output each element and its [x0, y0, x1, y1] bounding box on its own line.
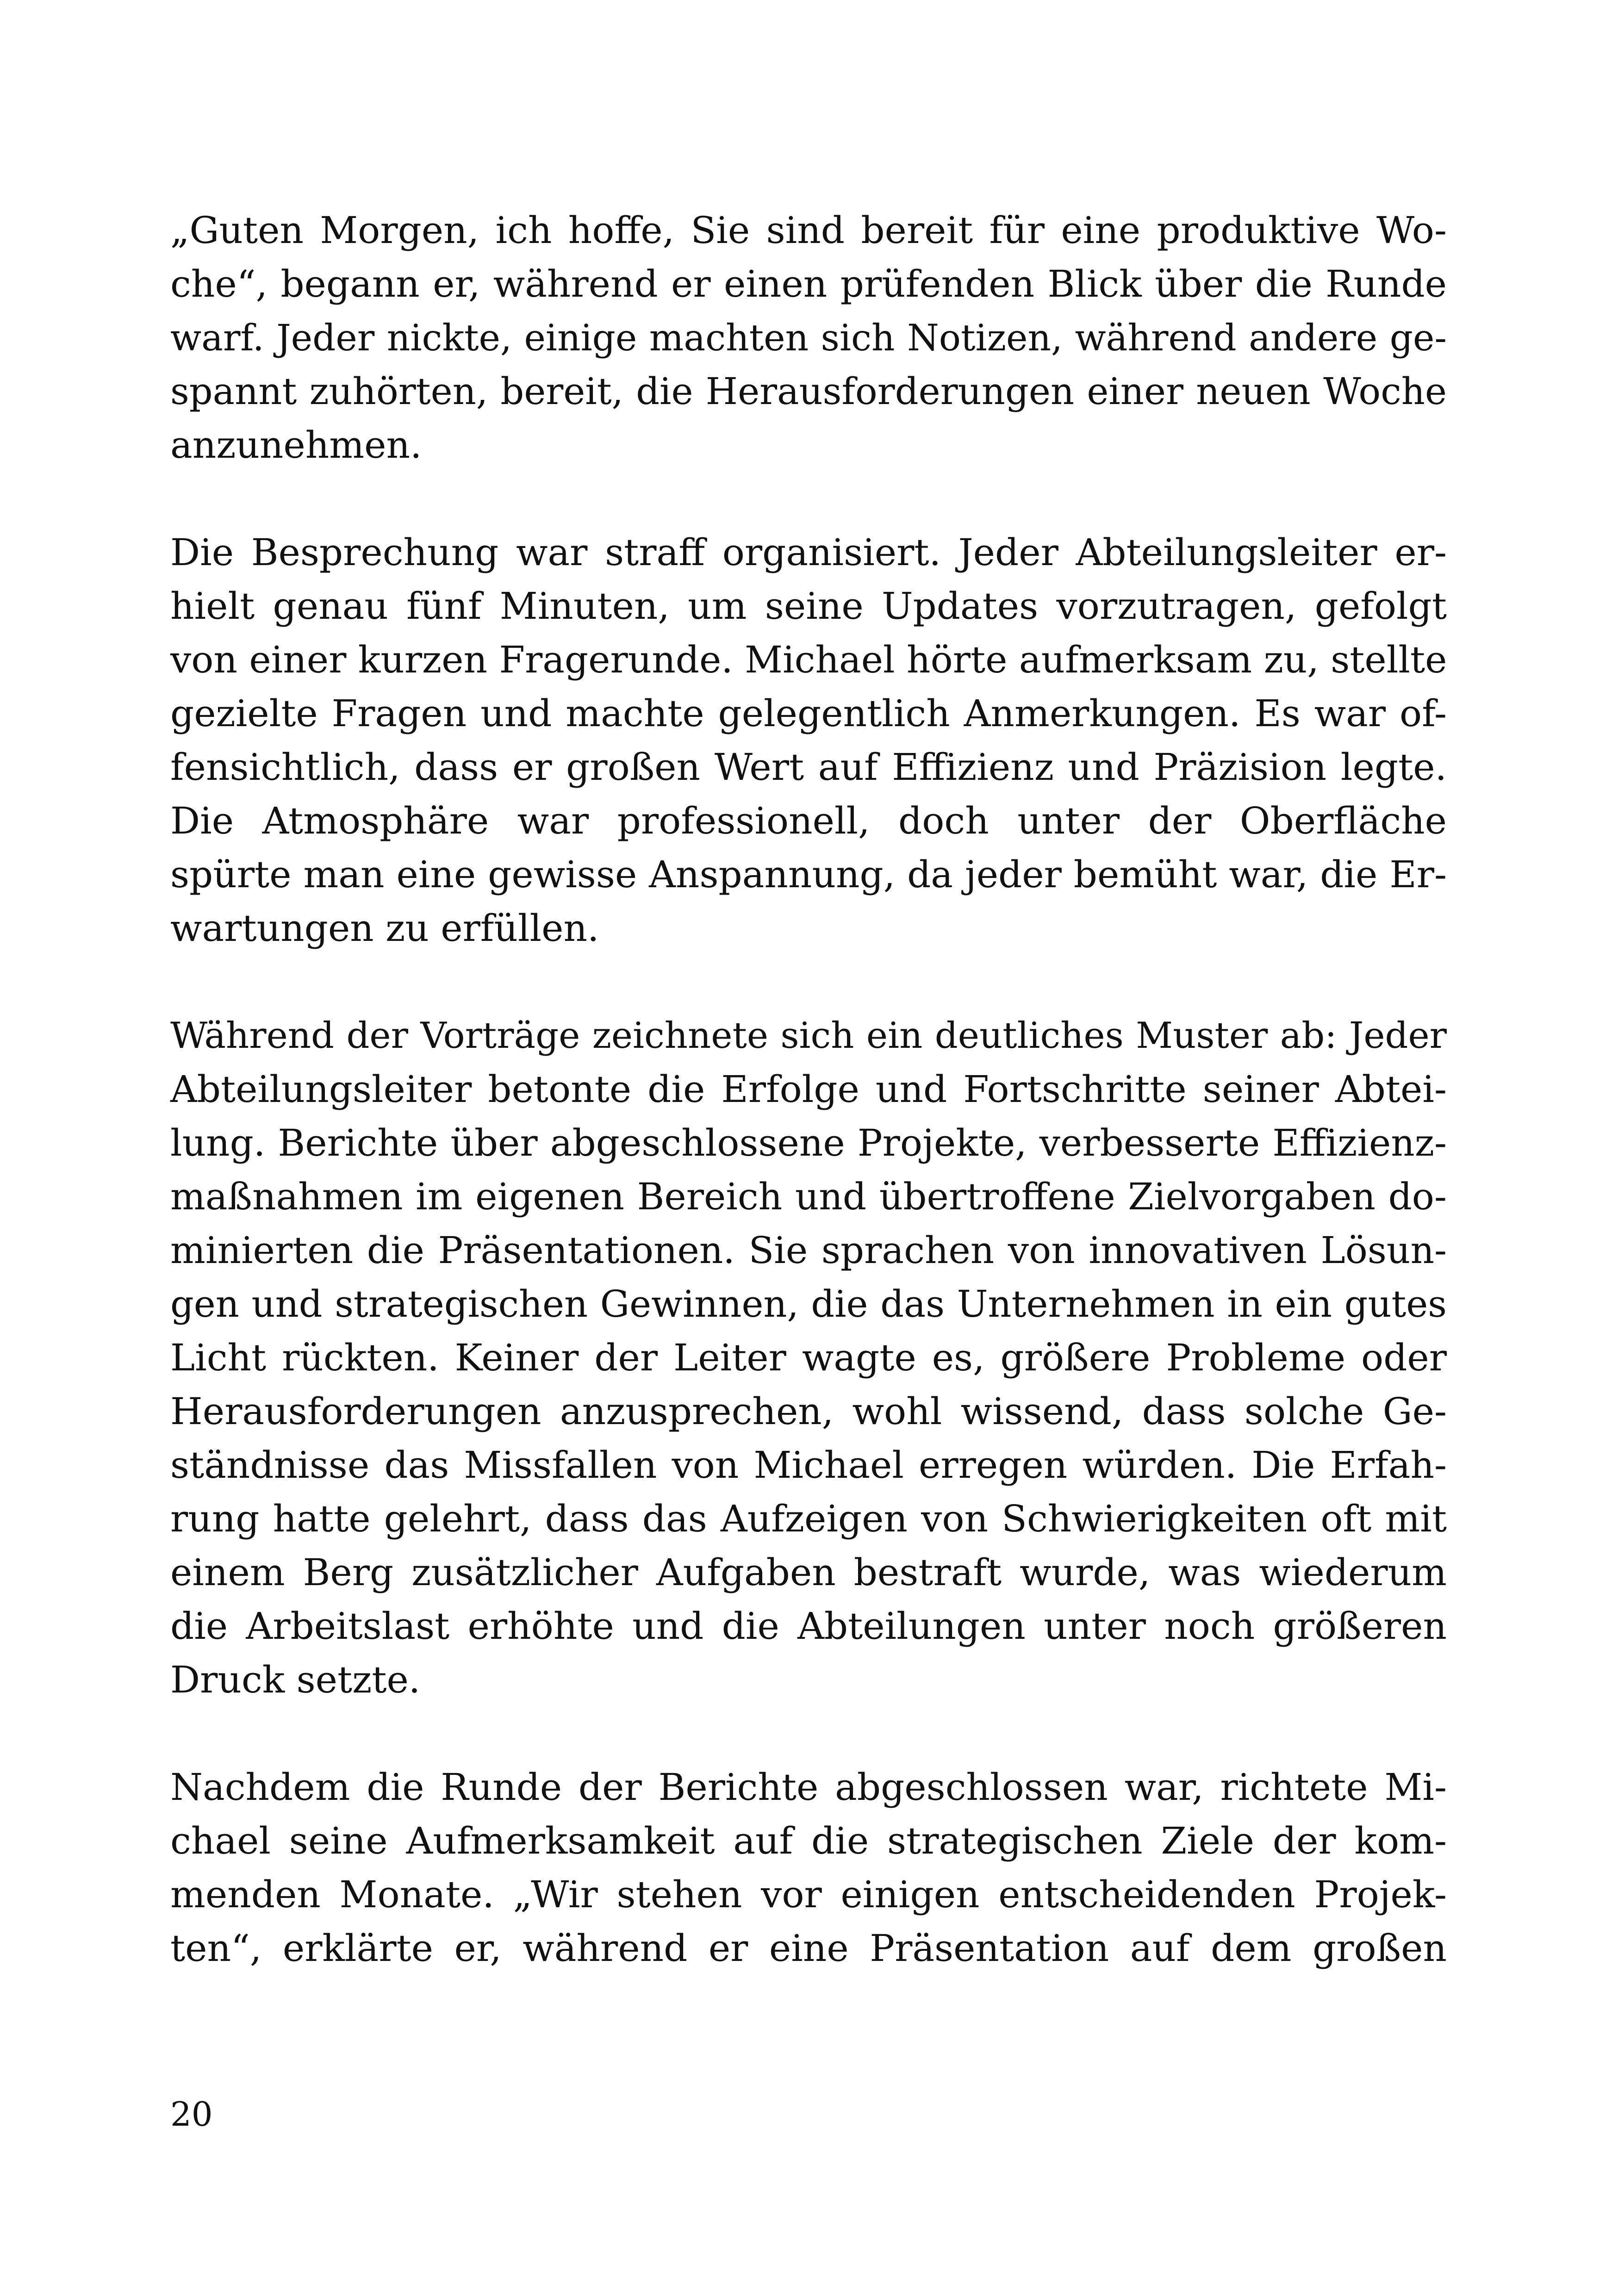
paragraph-3 — [170, 1009, 1447, 1707]
text-line: fensichtlich, dass er großen Wert auf Effizienz und Präzision legte. — [170, 746, 1447, 789]
text-line: spannt zuhörten, bereit, die Herausforderungen einer neuen Woche — [170, 370, 1447, 413]
text-line: ständnisse das Missfallen von Michael erregen würden. Die Erfah- — [170, 1444, 1447, 1487]
text-line: maßnahmen im eigenen Bereich und übertroffene Zielvorgaben do- — [170, 1175, 1447, 1218]
body-text — [170, 204, 1447, 2029]
page-number: 20 — [170, 2095, 213, 2134]
text-line: chael seine Aufmerksamkeit auf die strategischen Ziele der kom- — [170, 1819, 1447, 1862]
text-line: lung. Berichte über abgeschlossene Projekte, verbesserte Effizienz- — [170, 1121, 1447, 1164]
text-line: Während der Vorträge zeichnete sich ein deutliches Muster ab: Jeder — [170, 1015, 1447, 1057]
text-line: spürte man eine gewisse Anspannung, da jeder bemüht war, die Er- — [170, 853, 1447, 896]
text-line: Druck setzte. — [170, 1658, 421, 1701]
text-line: „Guten Morgen, ich hoffe, Sie sind bereit für eine produktive Wo- — [170, 209, 1447, 252]
text-line: von einer kurzen Fragerunde. Michael hörte aufmerksam zu, stellte — [170, 638, 1447, 681]
text-line: Abteilungsleiter betonte die Erfolge und Fortschritte seiner Abtei- — [170, 1068, 1447, 1111]
text-line: menden Monate. „Wir stehen vor einigen entscheidenden Projek- — [170, 1873, 1447, 1916]
text-line: wartungen zu erfüllen. — [170, 907, 599, 950]
text-line: rung hatte gelehrt, dass das Aufzeigen von Schwierigkeiten oft mit — [170, 1497, 1447, 1540]
paragraph-4 — [170, 1761, 1447, 1975]
text-line: die Arbeitslast erhöhte und die Abteilungen unter noch größeren — [170, 1605, 1447, 1648]
text-line: anzunehmen. — [170, 423, 422, 467]
paragraph-2 — [170, 526, 1447, 955]
text-line: Die Atmosphäre war professionell, doch unter der Oberfläche — [170, 799, 1447, 842]
text-line: minierten die Präsentationen. Sie sprachen von innovativen Lösun- — [170, 1229, 1447, 1272]
text-line: Nachdem die Runde der Berichte abgeschlossen war, richtete Mi- — [170, 1766, 1447, 1809]
text-line: Herausforderungen anzusprechen, wohl wissend, dass solche Ge- — [170, 1390, 1447, 1433]
text-line: hielt genau fünf Minuten, um seine Updates vorzutragen, gefolgt — [170, 585, 1447, 628]
text-line: gezielte Fragen und machte gelegentlich Anmerkungen. Es war of- — [170, 692, 1447, 735]
text-line: gen und strategischen Gewinnen, die das Unternehmen in ein gutes — [170, 1282, 1447, 1325]
paragraph-1 — [170, 204, 1447, 472]
text-line: Die Besprechung war straff organisiert. Jeder Abteilungsleiter er- — [170, 531, 1447, 574]
text-line: Licht rückten. Keiner der Leiter wagte es, größere Probleme oder — [170, 1336, 1447, 1379]
text-line: einem Berg zusätzlicher Aufgaben bestraft wurde, was wiederum — [170, 1551, 1447, 1594]
text-line: warf. Jeder nickte, einige machten sich Notizen, während andere ge- — [170, 317, 1447, 359]
text-line: che“, begann er, während er einen prüfenden Blick über die Runde — [170, 262, 1447, 305]
text-line: ten“, erklärte er, während er eine Präsentation auf dem großen — [170, 1927, 1447, 1970]
